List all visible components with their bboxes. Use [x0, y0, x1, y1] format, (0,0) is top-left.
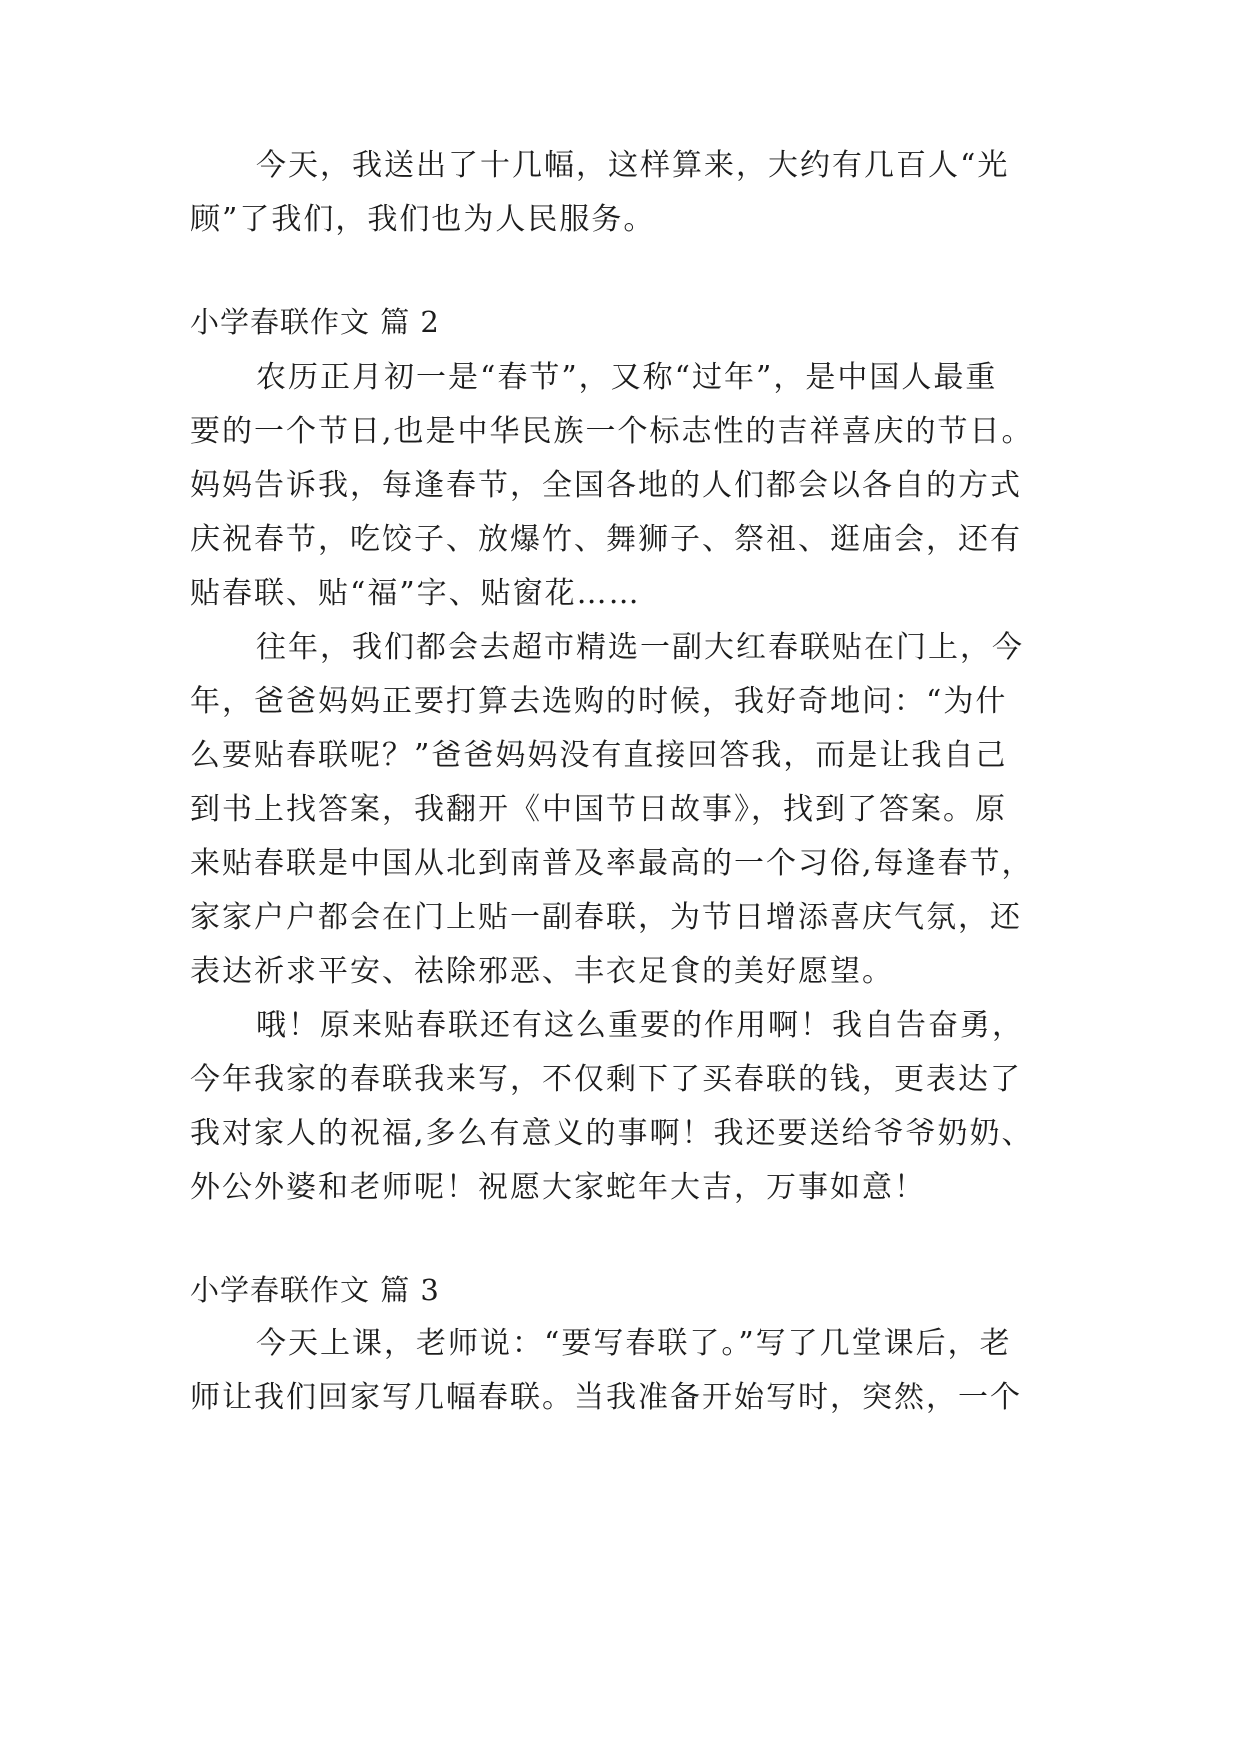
- paragraph-line: 顾”了我们，我们也为人民服务。: [190, 202, 656, 237]
- paragraph-line: 往年，我们都会去超市精选一副大红春联贴在门上，今: [256, 630, 1024, 665]
- paragraph-line: 年，爸爸妈妈正要打算去选购的时候，我好奇地问：“为什: [190, 684, 1008, 719]
- paragraph-line: 我对家人的祝福,多么有意义的事啊！我还要送给爷爷奶奶、: [190, 1116, 1034, 1151]
- paragraph-line: 今天上课，老师说：“要写春联了。”写了几堂课后，老: [256, 1326, 1012, 1361]
- paragraph-line: 贴春联、贴“福”字、贴窗花……: [190, 576, 641, 611]
- paragraph-line: 今年我家的春联我来写，不仅剩下了买春联的钱，更表达了: [190, 1062, 1022, 1097]
- paragraph-line: 外公外婆和老师呢！祝愿大家蛇年大吉，万事如意！: [190, 1170, 926, 1205]
- section-heading: 小学春联作文 篇 2: [190, 305, 440, 339]
- paragraph-line: 农历正月初一是“春节”，又称“过年”，是中国人最重: [256, 360, 998, 395]
- section-heading: 小学春联作文 篇 3: [190, 1273, 440, 1307]
- paragraph-line: 师让我们回家写几幅春联。当我准备开始写时，突然，一个: [190, 1380, 1022, 1415]
- paragraph-line: 妈妈告诉我，每逢春节，全国各地的人们都会以各自的方式: [190, 468, 1022, 503]
- paragraph-line: 要的一个节日,也是中华民族一个标志性的吉祥喜庆的节日。: [190, 414, 1034, 449]
- paragraph-line: 庆祝春节，吃饺子、放爆竹、舞狮子、祭祖、逛庙会，还有: [190, 522, 1022, 557]
- paragraph-line: 哦！原来贴春联还有这么重要的作用啊！我自告奋勇，: [256, 1008, 1024, 1043]
- paragraph-line: 么要贴春联呢？”爸爸妈妈没有直接回答我，而是让我自己: [190, 738, 1008, 773]
- paragraph-line: 来贴春联是中国从北到南普及率最高的一个习俗,每逢春节，: [190, 846, 1034, 881]
- paragraph-line: 今天，我送出了十几幅，这样算来，大约有几百人“光: [256, 148, 1010, 183]
- paragraph-line: 到书上找答案，我翻开《中国节日故事》，找到了答案。原: [190, 792, 1007, 827]
- paragraph-line: 表达祈求平安、祛除邪恶、丰衣足食的美好愿望。: [190, 954, 894, 989]
- paragraph-line: 家家户户都会在门上贴一副春联，为节日增添喜庆气氛，还: [190, 900, 1022, 935]
